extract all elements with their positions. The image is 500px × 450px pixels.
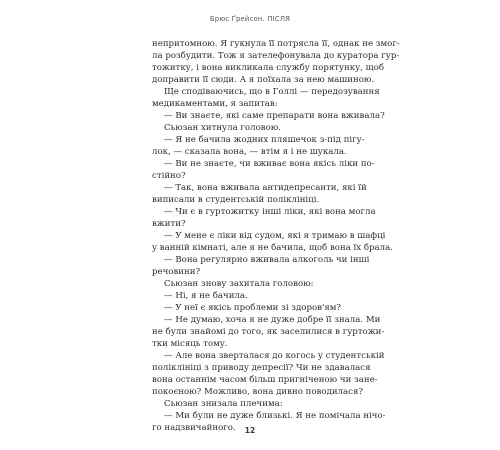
text-line: — Ви не знаєте, чи вживає вона якісь ліки по- bbox=[164, 159, 375, 169]
text-line: непритомною. Я гукнула її потрясла її, однак не змог- bbox=[152, 39, 400, 49]
text-line: медикаментами, я запитав: bbox=[152, 99, 278, 109]
text-line: — У неї є якісь проблеми зі здоров'ям? bbox=[164, 303, 342, 313]
text-line: речовини? bbox=[152, 267, 201, 277]
text-line: — Ви знаєте, які саме препарати вона вживала? bbox=[164, 111, 385, 121]
text-line: — Не думаю, хоча я не дуже добре її знала. Ми bbox=[164, 315, 381, 325]
text-line: Сьюзан знизала плечима: bbox=[164, 399, 283, 409]
text-line: — Ми були не дуже близькі. Я не помічала нічо- bbox=[164, 411, 386, 421]
text-line: го надзвичайного. bbox=[152, 423, 236, 433]
text-line: виписали в студентській поліклініці. bbox=[152, 195, 320, 205]
text-line: тожитку, і вона викликала службу порятунку, щоб bbox=[152, 63, 385, 73]
body-text bbox=[152, 38, 400, 434]
text-line: Сьюзан знову захитала головою: bbox=[164, 279, 314, 289]
text-line: поліклініці з приводу депресії? Чи не здавалася bbox=[152, 363, 371, 373]
text-line: — Я не бачила жодних пляшечок з-під пігу- bbox=[164, 135, 365, 145]
text-line: Сьюзан хитнула головою. bbox=[164, 123, 281, 133]
text-line: не були знайомі до того, як заселилися в гуртожи- bbox=[152, 327, 385, 337]
text-line: — Ні, я не бачила. bbox=[164, 291, 248, 301]
text-line: вона останнім часом більш пригніченою чи зане- bbox=[152, 375, 378, 385]
text-line: у ванній кімнаті, але я не бачила, щоб вона їх брала. bbox=[152, 243, 393, 253]
text-line: доправити її сюди. А я поїхала за нею машиною. bbox=[152, 75, 375, 85]
text-line: Ще сподіваючись, що в Голлі — передозування bbox=[164, 87, 380, 97]
text-line: — У мене є ліки від судом, які я тримаю в шафці bbox=[164, 231, 386, 241]
text-line: — Так, вона вживала антидепресанти, які їй bbox=[164, 183, 367, 193]
text-line: стійно? bbox=[152, 171, 186, 181]
text-line: вжити? bbox=[152, 219, 186, 229]
text-line: — Чи є в гуртожитку інші ліки, які вона могла bbox=[164, 207, 376, 217]
text-line: лок, — сказала вона, — втім я і не шукала. bbox=[152, 147, 347, 157]
text-line: тки місяць тому. bbox=[152, 339, 228, 349]
text-line: — Але вона зверталася до когось у студентській bbox=[164, 351, 385, 361]
text-line: — Вона регулярно вживала алкоголь чи інші bbox=[164, 255, 370, 265]
page-number: 12 bbox=[244, 426, 256, 435]
text-line: покоєною? Можливо, вона дивно поводилася? bbox=[152, 387, 363, 397]
running-head: Брюс Ґрейсон. ПІСЛЯ bbox=[209, 15, 291, 23]
text-line: ла розбудити. Тож я зателефонувала до куратора гур- bbox=[152, 51, 400, 61]
